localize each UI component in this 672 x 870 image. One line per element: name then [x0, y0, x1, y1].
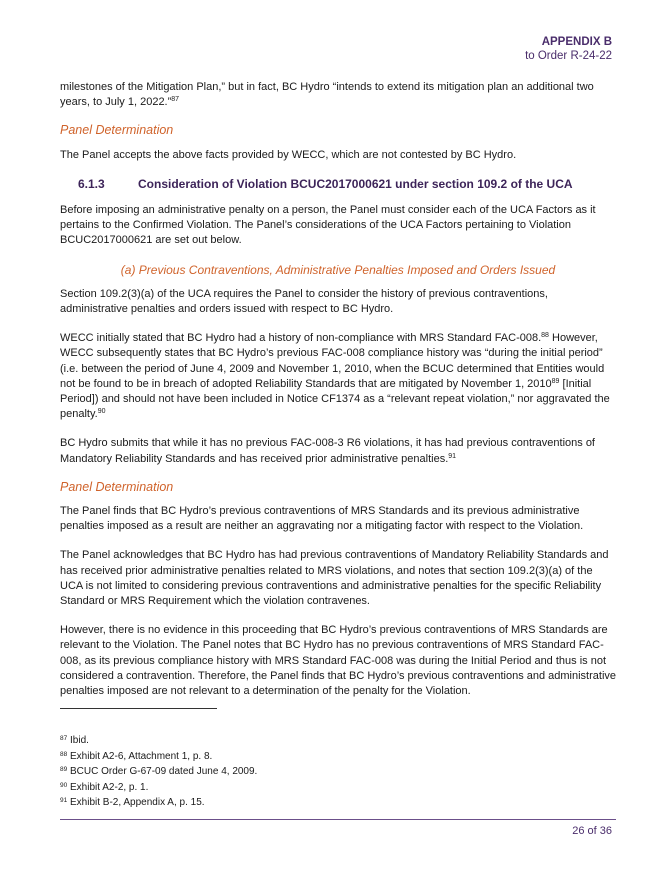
paragraph-wecc-stated	[60, 331, 616, 422]
order-reference: to Order R-24-22	[525, 50, 612, 62]
paragraph-continuation	[60, 80, 616, 110]
paragraph-text: However, WECC subsequently states that BC Hydro’s previous FAC-008 compliance history was “during the initial period” (i.e. between the period of June 4, 2009 and November 1, 2010, when the BCUC determined that Entities would not be found to be in breach of adopted Reliability Standards that are mitigated by November 1, 2010	[60, 332, 605, 390]
footnote-88	[60, 749, 257, 765]
paragraph-section-109: Section 109.2(3)(a) of the UCA requires the Panel to consider the history of previous contraventions, administrative penalties and orders issued with respect to BC Hydro.	[60, 287, 548, 316]
footnote-ref-88[interactable]: 88	[541, 332, 549, 340]
paragraph-accepts-facts: The Panel accepts the above facts provided by WECC, which are not contested by BC Hydro.	[60, 148, 517, 161]
footnote-text: Exhibit A2-2, p. 1.	[67, 781, 149, 793]
section-number: 6.1.3	[78, 176, 105, 191]
footnote-text: BCUC Order G-67-09 dated June 4, 2009.	[67, 766, 258, 777]
footnote-number: 90	[60, 781, 68, 789]
footnote-ref-87[interactable]: 87	[171, 96, 180, 104]
section-title: Consideration of Violation BCUC2017000621 under section 109.2 of the UCA	[138, 176, 573, 191]
paragraph-bc-hydro-submits	[60, 436, 616, 466]
panel-determination-heading: Panel Determination	[60, 479, 174, 494]
footnote-text: Exhibit B-2, Appendix A, p. 15.	[67, 797, 205, 808]
footnote-90	[60, 780, 257, 796]
paragraph-panel-acknowledges: The Panel acknowledges that BC Hydro has had previous contraventions of Mandatory Reliability Standards and has received prior administrative penalties related to MRS violations, and notes that section 109.2(3)(a) of the UCA is not limited to considering previous contraventions and administrative penalties for the specific Reliability Standard or MRS Requirement which the violation contravenes.	[60, 549, 609, 608]
paragraph-text: BC Hydro submits that while it has no previous FAC-008-3 R6 violations, it has had previous contraventions of Mandatory Reliability Standards and has received prior administrative penalties.	[60, 437, 595, 465]
footnotes	[60, 733, 257, 811]
document-body	[60, 80, 616, 699]
footnote-87	[60, 733, 257, 749]
panel-determination-heading: Panel Determination	[60, 123, 174, 138]
paragraph-panel-finds: The Panel finds that BC Hydro’s previous contraventions of MRS Standards and its previous administrative penalties imposed as a result are neither an aggravating nor a mitigating factor with respect to the Violation.	[60, 505, 584, 533]
footnote-number: 91	[60, 797, 68, 804]
footnote-ref-91[interactable]: 91	[448, 452, 457, 460]
footnote-separator	[60, 708, 217, 709]
paragraph-text: WECC initially stated that BC Hydro had a history of non-compliance with MRS Standard FAC-008.	[60, 332, 542, 345]
page-header	[525, 36, 612, 62]
paragraph-no-evidence: However, there is no evidence in this proceeding that BC Hydro’s previous contraventions of MRS Standards are relevant to the Violation. The Panel notes that BC Hydro has no previous contraventions of MRS Standard FAC-008, as its previous compliance history with MRS Standard FAC-008 was during the Initial Period and thus is not considered a contravention. Therefore, the Panel finds that BC Hydro’s previous contraventions and administrative penalties imposed are not relevant to a determination of the penalty for the Violation.	[60, 624, 617, 698]
footnote-text: Ibid.	[67, 735, 89, 746]
section-heading	[60, 177, 616, 192]
footnote-number: 88	[60, 750, 68, 758]
footnote-ref-90[interactable]: 90	[97, 408, 106, 416]
appendix-label: APPENDIX B	[541, 36, 612, 48]
paragraph-text: milestones of the Mitigation Plan,” but in fact, BC Hydro “intends to extend its mitigation plan an additional two years, to July 1, 2022.”	[60, 81, 594, 109]
paragraph-text: [Initial Period]) and should not have been included in Notice CF1374 as a “relevant repeat violation,” nor aggravated the penalty.	[60, 377, 610, 421]
footer-rule	[60, 819, 616, 820]
subsection-heading: (a) Previous Contraventions, Administrative Penalties Imposed and Orders Issued	[120, 262, 556, 277]
page-number: 26 of 36	[572, 825, 612, 837]
footnote-number: 87	[60, 735, 68, 742]
footnote-91	[60, 795, 257, 811]
footnote-89	[60, 764, 257, 780]
footnote-ref-89[interactable]: 89	[551, 377, 560, 385]
footnote-number: 89	[60, 766, 68, 773]
footnote-text: Exhibit A2-6, Attachment 1, p. 8.	[67, 750, 213, 762]
paragraph-before-imposing: Before imposing an administrative penalty on a person, the Panel must consider each of the UCA Factors as it pertains to the Confirmed Violation. The Panel’s considerations of the UCA Factors pertaining to Violation BCUC2017000621 are set out below.	[60, 204, 596, 247]
